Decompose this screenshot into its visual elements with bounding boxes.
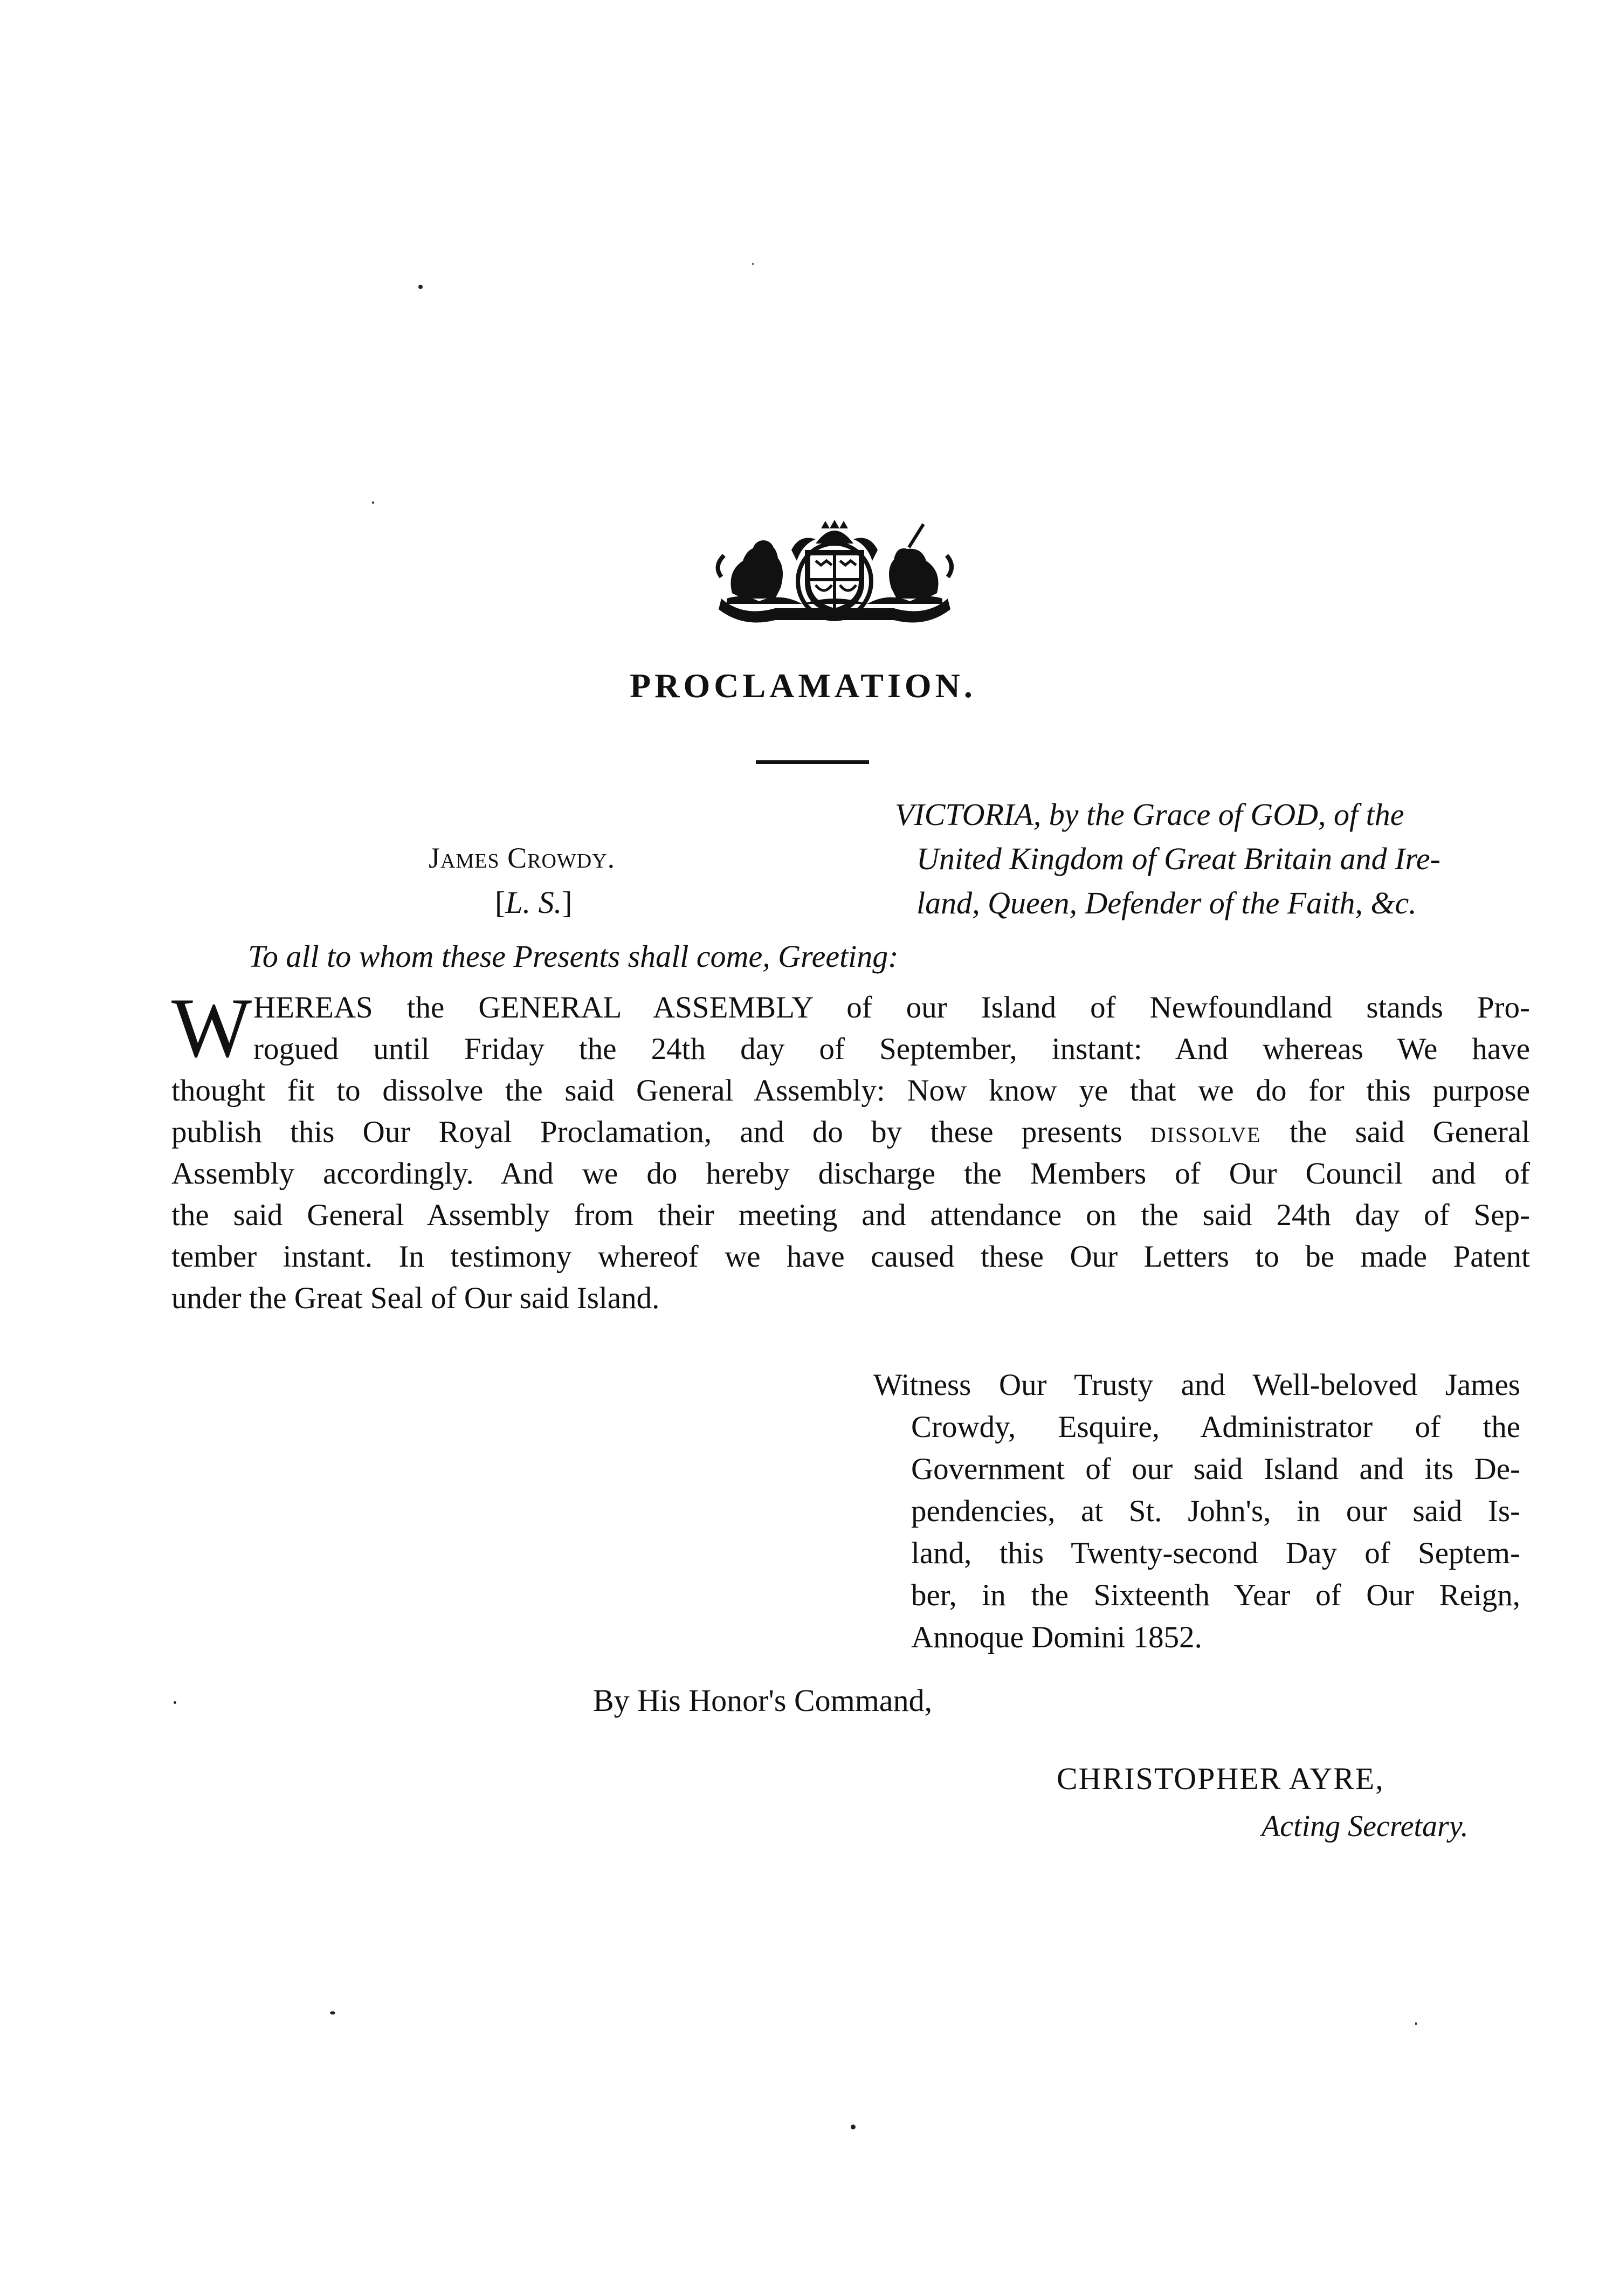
print-speck: [752, 263, 754, 265]
witness-line: ber, in the Sixteenth Year of Our Reign,: [911, 1578, 1520, 1612]
royal-coat-of-arms-icon: [711, 518, 959, 631]
print-speck: [1415, 2022, 1417, 2025]
body-line: the said General Assembly from their meeting and attendance on the said 24th day of Sep-: [171, 1198, 1530, 1232]
body-line: rogued until Friday the 24th day of September, instant: And whereas We have: [253, 1032, 1530, 1066]
print-speck: [372, 501, 374, 504]
command-line: By His Honor's Command,: [593, 1683, 933, 1718]
body-line: Assembly accordingly. And we do hereby discharge the Members of Our Council and of: [171, 1157, 1530, 1191]
title-divider: [756, 760, 869, 764]
body-line: HEREAS the GENERAL ASSEMBLY of our Island of Newfoundland stands Pro-: [253, 991, 1530, 1025]
signatory-name: James Crowdy.: [429, 842, 616, 874]
witness-line: Annoque Domini 1852.: [911, 1620, 1202, 1654]
secretary-name: CHRISTOPHER AYRE,: [1057, 1761, 1384, 1796]
secretary-title: Acting Secretary.: [1262, 1810, 1469, 1843]
body-line: [171, 1111, 1530, 1153]
dissolve-word: dissolve: [1150, 1115, 1262, 1149]
body-line: under the Great Seal of Our said Island.: [171, 1281, 660, 1315]
drop-cap: W: [171, 981, 252, 1075]
proclamation-body: [171, 981, 1531, 1319]
seal-mark: [L. S.]: [495, 885, 573, 920]
body-text: the said General: [1289, 1115, 1531, 1149]
witness-line: pendencies, at St. John's, in our said Is-: [911, 1494, 1520, 1528]
print-speck: [174, 1701, 176, 1704]
print-speck: [418, 285, 423, 289]
print-speck: [330, 2011, 335, 2015]
witness-clause: [873, 1364, 1520, 1659]
witness-line: Government of our said Island and its De-: [911, 1452, 1520, 1486]
body-line: thought fit to dissolve the said General Assembly: Now know ye that we do for this purpose: [171, 1074, 1530, 1108]
proclamation-title: PROCLAMATION.: [630, 666, 976, 705]
royal-style-line: United Kingdom of Great Britain and Ire-: [916, 841, 1440, 876]
print-speck: [851, 2125, 856, 2129]
royal-style-line: land, Queen, Defender of the Faith, &c.: [916, 885, 1417, 920]
greeting: To all to whom these Presents shall come, Greeting:: [248, 939, 899, 974]
body-line: tember instant. In testimony whereof we have caused these Our Letters to be made Patent: [171, 1240, 1530, 1274]
royal-style-line: VICTORIA, by the Grace of GOD, of the: [895, 797, 1404, 832]
royal-style: [895, 793, 1531, 925]
body-text: publish this Our Royal Proclamation, and do by these presents: [171, 1115, 1122, 1149]
witness-line: Witness Our Trusty and Well-beloved James: [873, 1368, 1520, 1402]
witness-line: Crowdy, Esquire, Administrator of the: [911, 1410, 1520, 1444]
witness-line: land, this Twenty-second Day of Septem-: [911, 1536, 1520, 1570]
seal-text: L. S.: [505, 885, 562, 920]
